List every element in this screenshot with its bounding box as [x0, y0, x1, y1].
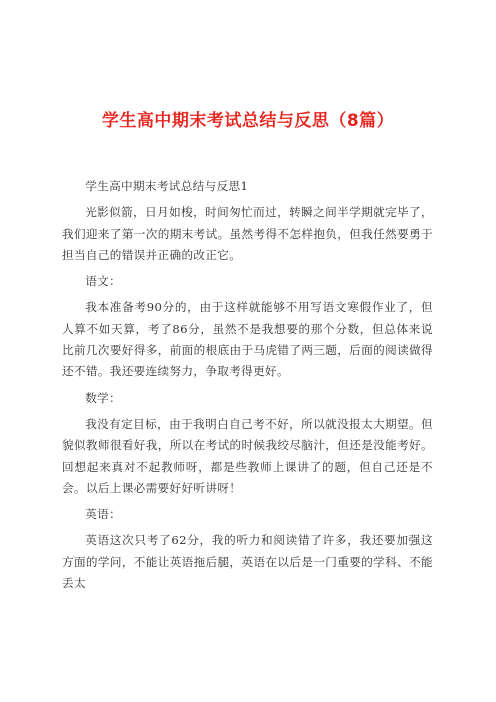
- subject-heading-english: 英语：: [85, 507, 122, 522]
- paragraph: 英语这次只考了62分，我的听力和阅读错了许多，我还要加强这方面的学问，不能让英语拖后腿，英语在以后是一门重要的学科、不能丢太: [62, 533, 433, 591]
- paragraph: 光影似箭，日月如梭，时间匆忙而过，转瞬之间半学期就完毕了，我们迎来了第一次的期末考试。虽然考得不怎样抱负，但我任然要勇于担当自己的错误并正确的改正它。: [62, 205, 433, 262]
- subject-heading-math: 数学：: [85, 390, 122, 405]
- document-title: 学生高中期末考试总结与反思（8篇）: [101, 111, 395, 131]
- subject-heading-chinese: 语文：: [85, 274, 122, 289]
- section-heading: 学生高中期末考试总结与反思1: [85, 179, 249, 193]
- paragraph: 我没有定目标，由于我明白自己考不好，所以就没报太大期望。但貌似教师很看好我，所以在考试的时候我绞尽脑汁，但还是没能考好。回想起来真对不起教师呀，都是些教师上课讲了的题，但自己还是不会。以后上课必需要好好听讲呀！: [62, 416, 433, 495]
- paragraph: 我本准备考90分的，由于这样就能够不用写语文寒假作业了，但人算不如天算，考了86分，虽然不是我想要的那个分数，但总体来说比前几次要好得多，前面的根底由于马虎错了两三题，后面的阅读做得还不错。我还要连续努力，争取考得更好。: [62, 300, 433, 379]
- document-body: [62, 176, 433, 599]
